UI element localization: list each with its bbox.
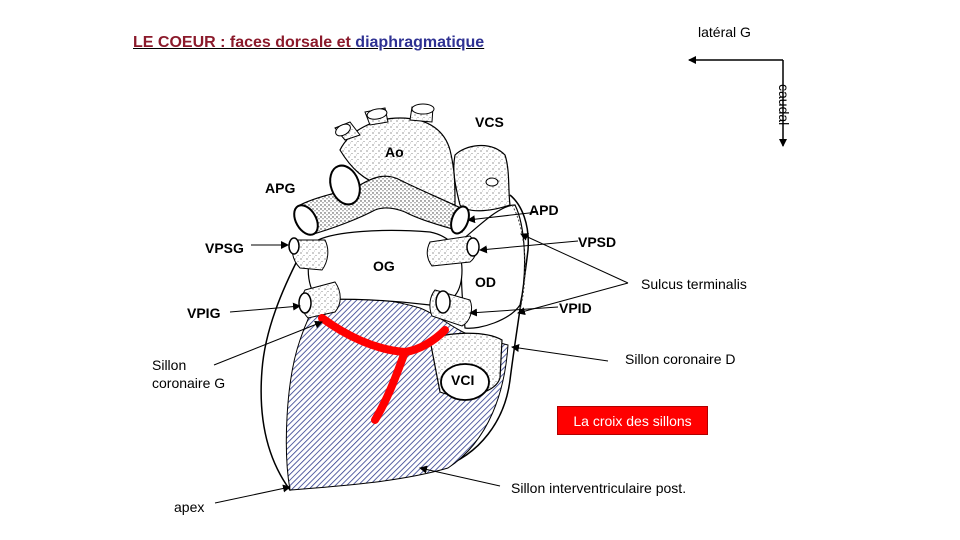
label-vpig: VPIG <box>187 305 221 321</box>
croix-des-sillons-box: La croix des sillons <box>557 406 708 435</box>
label-sillon-interventriculaire: Sillon interventriculaire post. <box>511 480 687 496</box>
label-og: OG <box>373 258 395 274</box>
label-sillon-coronaire-g-1: Sillon <box>152 357 187 373</box>
lateral-label: latéral G <box>698 24 751 40</box>
page-title: LE COEUR : faces dorsale et diaphragmatique <box>133 34 485 51</box>
label-apg: APG <box>265 180 296 196</box>
label-sillon-coronaire-d: Sillon coronaire D <box>625 351 736 367</box>
vcs-vessel <box>454 146 510 211</box>
orientation-arrows <box>689 60 783 146</box>
label-vcs: VCS <box>475 114 504 130</box>
label-vpid: VPID <box>559 300 592 316</box>
label-sillon-coronaire-g-2: coronaire G <box>152 375 226 391</box>
label-apd: APD <box>529 202 559 218</box>
label-apex: apex <box>174 499 205 515</box>
label-od: OD <box>475 274 496 290</box>
label-sulcus-terminalis: Sulcus terminalis <box>641 276 747 292</box>
label-ao: Ao <box>385 144 404 160</box>
label-vpsd: VPSD <box>578 234 617 250</box>
caudal-label: caudal <box>776 84 792 126</box>
label-vci: VCI <box>451 372 475 388</box>
label-vpsg: VPSG <box>205 240 244 256</box>
